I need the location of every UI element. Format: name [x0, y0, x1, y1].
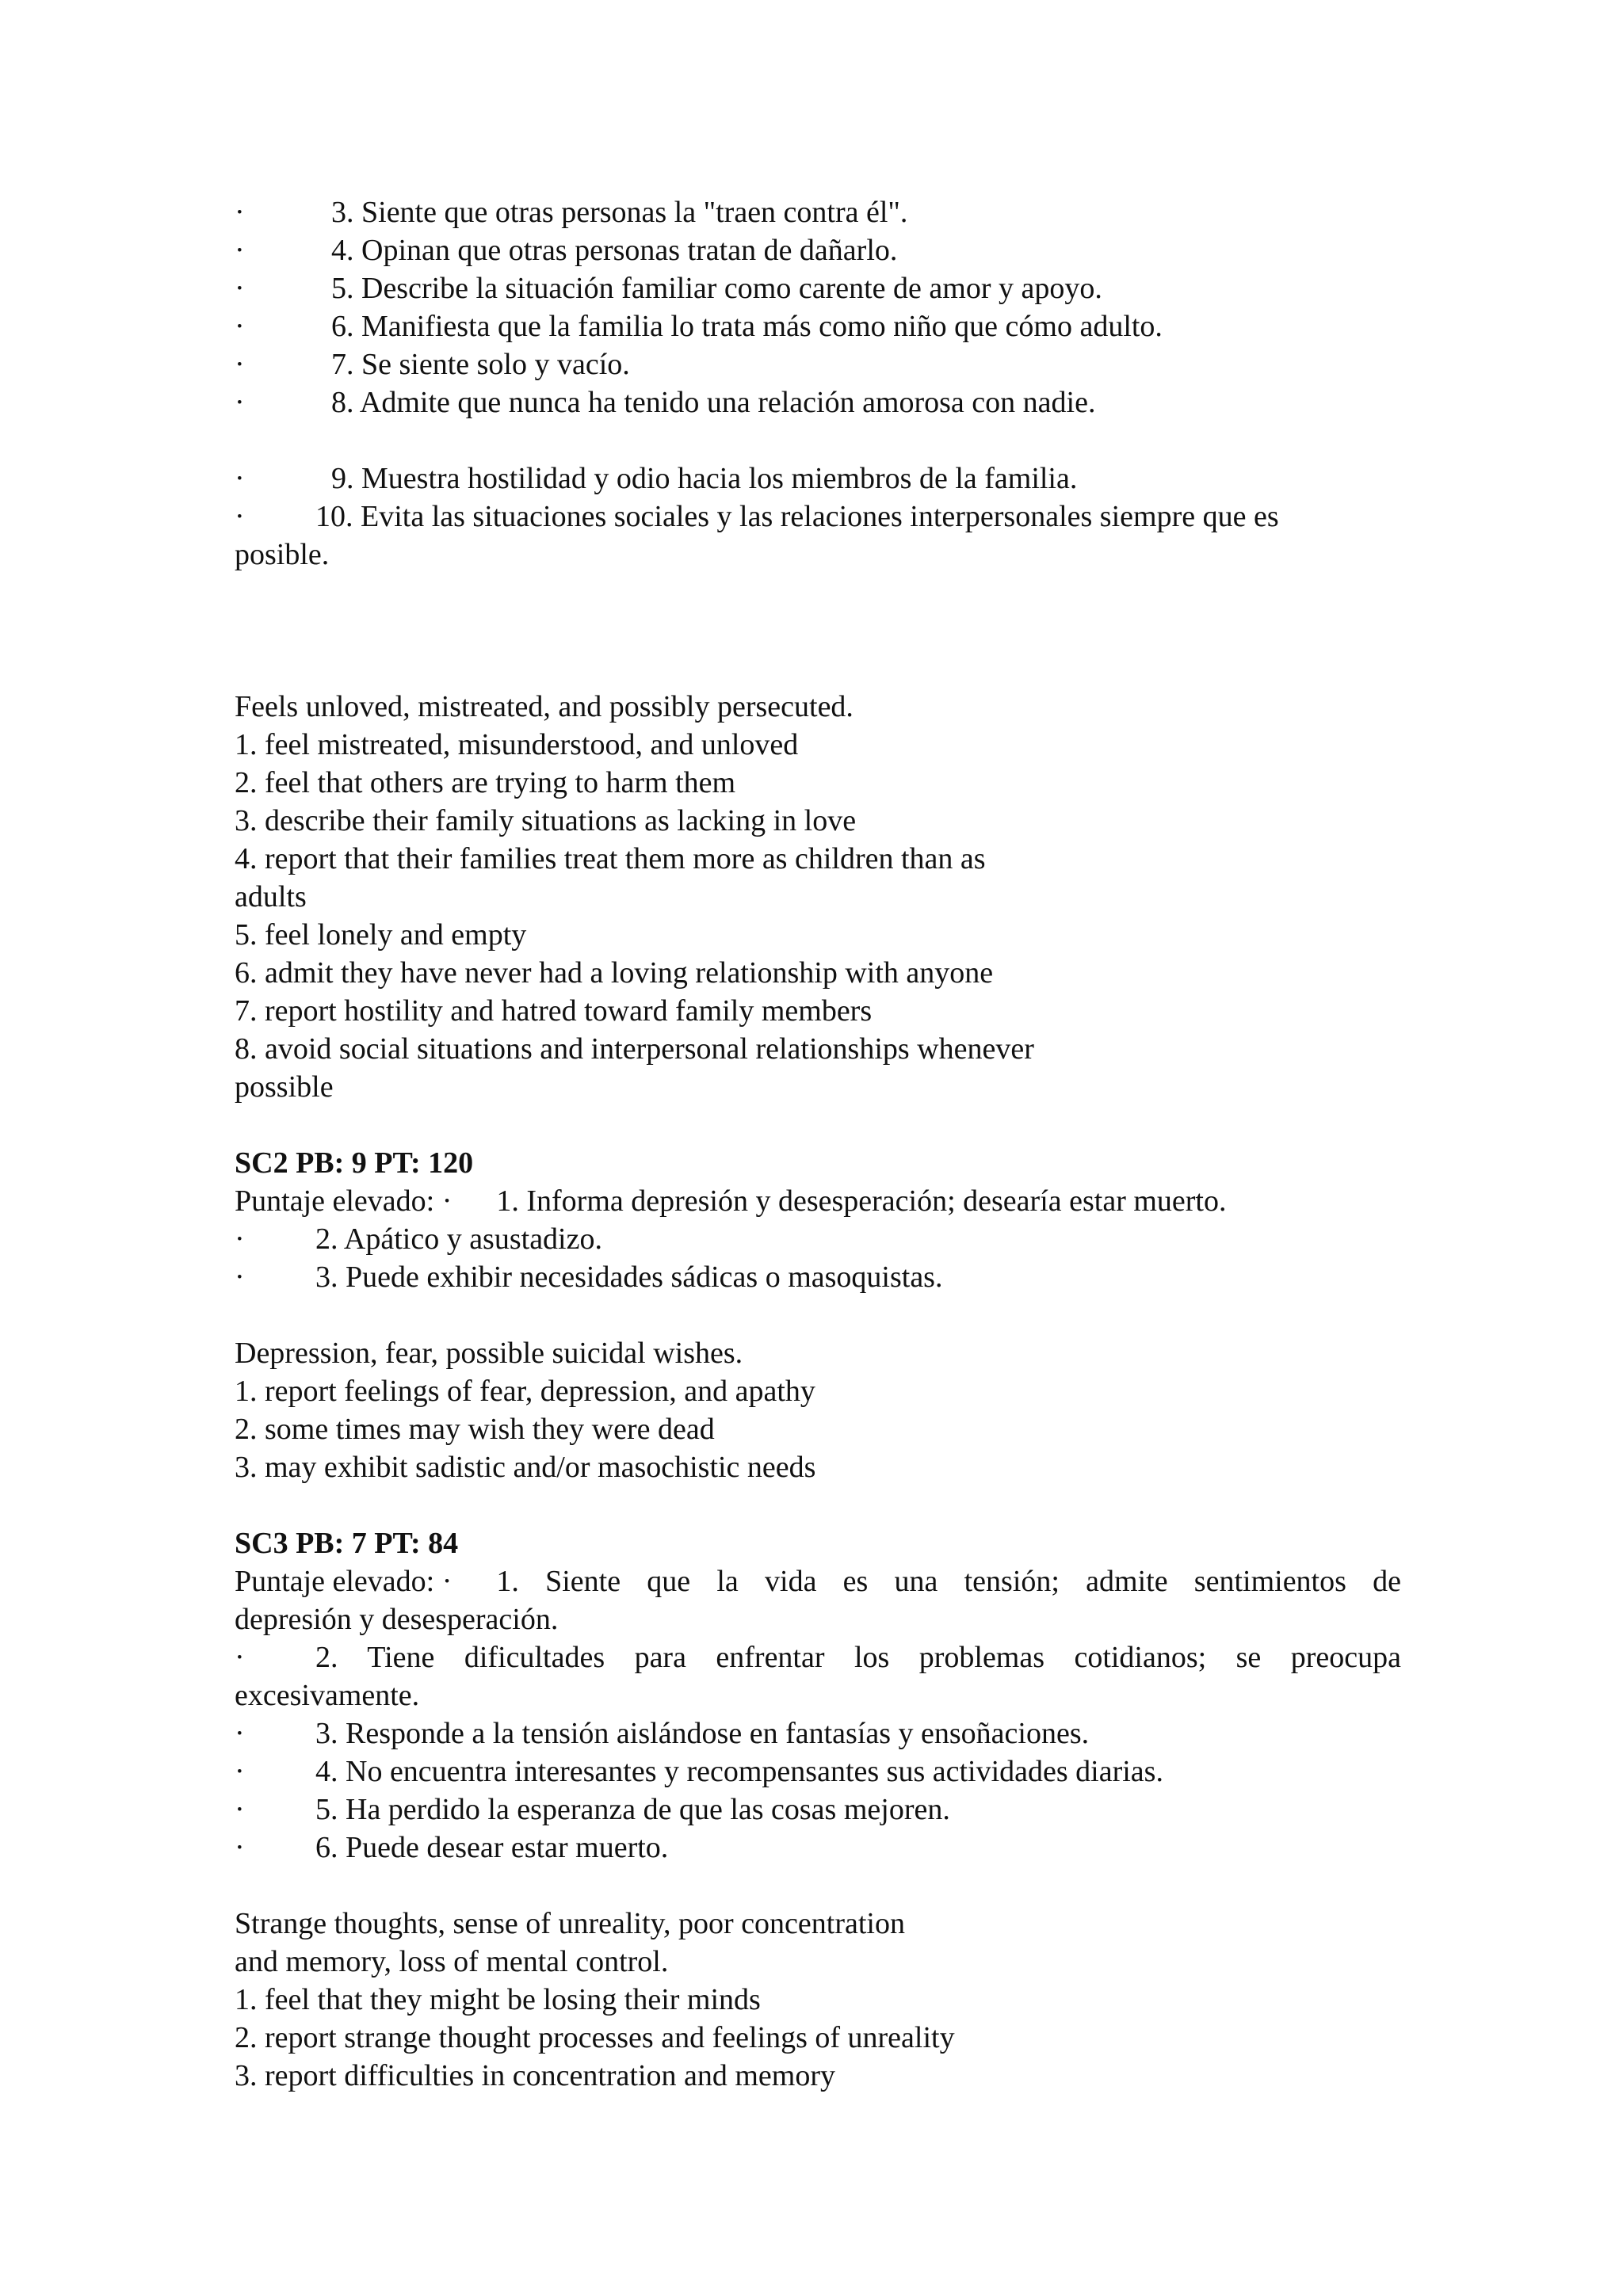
document-page [235, 193, 1401, 2095]
list-item-text: 3. Puede exhibir necesidades sádicas o masoquistas. [315, 1261, 943, 1294]
lead-line [235, 1182, 1401, 1220]
list-item-text: 3. Responde a la tensión aislándose en fantasías y ensoñaciones. [315, 1717, 1090, 1750]
list-item [235, 1829, 1401, 1867]
text-line: 6. admit they have never had a loving relationship with anyone [235, 956, 994, 990]
bullet-dot: · [235, 1717, 245, 1750]
list-item [235, 307, 1401, 345]
section-intro: Strange thoughts, sense of unreality, poor concentration [235, 1907, 905, 1940]
list-item [235, 1220, 1401, 1258]
section-heading-sc2: SC2 PB: 9 PT: 120 [235, 1146, 474, 1180]
section-intro: Feels unloved, mistreated, and possibly persecuted. [235, 690, 854, 723]
text-line: possible [235, 1070, 334, 1104]
bullet-dot: · [235, 1261, 245, 1294]
bullet-dot: · [235, 1755, 245, 1788]
text-line: 8. avoid social situations and interpersonal relationships whenever [235, 1032, 1034, 1066]
bullet-dot: · [235, 462, 245, 495]
bullet-dot: · [235, 1793, 245, 1826]
text-line: 1. feel that they might be losing their minds [235, 1983, 761, 2016]
list-item [235, 1638, 1401, 1676]
list-item-text: 10. Evita las situaciones sociales y las relaciones interpersonales siempre que es [315, 500, 1279, 533]
list-item [235, 231, 1401, 269]
list-item-text: 3. Siente que otras personas la "traen contra él". [331, 196, 908, 229]
list-item-text: 2. Tiene dificultades para enfrentar los problemas cotidianos; se preocupa [315, 1641, 1401, 1674]
section-heading-sc3: SC3 PB: 7 PT: 84 [235, 1527, 459, 1560]
list-item-text: 9. Muestra hostilidad y odio hacia los miembros de la familia. [331, 462, 1078, 495]
list-item-text: 5. Ha perdido la esperanza de que las cosas mejoren. [315, 1793, 950, 1826]
list-item [235, 1714, 1401, 1753]
list-item-text: 4. Opinan que otras personas tratan de dañarlo. [331, 234, 898, 267]
list-item-text: 5. Describe la situación familiar como carente de amor y apoyo. [331, 272, 1102, 305]
list-item [235, 383, 1401, 421]
text-line: 2. report strange thought processes and feelings of unreality [235, 2021, 955, 2054]
bullet-dot: · [235, 1222, 245, 1256]
list-item [235, 193, 1401, 231]
bullet-dot: · [235, 310, 245, 343]
text-line: 3. report difficulties in concentration and memory [235, 2059, 836, 2092]
bullet-dot: · [235, 386, 245, 419]
text-line: 3. may exhibit sadistic and/or masochistic needs [235, 1451, 816, 1484]
list-item-text: 2. Apático y asustadizo. [315, 1222, 602, 1256]
list-item [235, 345, 1401, 383]
list-item-continuation: depresión y desesperación. [235, 1603, 559, 1636]
lead-label: Puntaje elevado: · [235, 1565, 453, 1598]
list-item-continuation: posible. [235, 538, 330, 571]
text-line: 3. describe their family situations as lacking in love [235, 804, 857, 837]
list-item [235, 269, 1401, 307]
section-intro: Depression, fear, possible suicidal wishes. [235, 1337, 743, 1370]
text-line: adults [235, 880, 307, 913]
text-line: 1. feel mistreated, misunderstood, and unloved [235, 728, 799, 761]
lead-line [235, 1562, 1401, 1600]
list-item-text: 4. No encuentra interesantes y recompensantes sus actividades diarias. [315, 1755, 1163, 1788]
bullet-dot: · [235, 234, 245, 267]
text-line: 7. report hostility and hatred toward family members [235, 994, 873, 1028]
list-item [235, 498, 1401, 536]
lead-label: Puntaje elevado: · [235, 1184, 453, 1218]
bullet-dot: · [235, 196, 245, 229]
bullet-dot: · [235, 500, 245, 533]
list-item [235, 1791, 1401, 1829]
bullet-dot: · [235, 1641, 245, 1674]
bullet-dot: · [235, 348, 245, 381]
list-item [235, 1753, 1401, 1791]
text-line: 5. feel lonely and empty [235, 918, 527, 952]
list-item-continuation: excesivamente. [235, 1679, 420, 1712]
bullet-dot: · [235, 272, 245, 305]
list-item [235, 460, 1401, 498]
bullet-dot: · [235, 1831, 245, 1864]
text-line: 2. some times may wish they were dead [235, 1413, 715, 1446]
list-item [235, 1258, 1401, 1296]
list-item-text: 8. Admite que nunca ha tenido una relación amorosa con nadie. [331, 386, 1096, 419]
text-line: 1. report feelings of fear, depression, and apathy [235, 1375, 815, 1408]
list-item-text: 7. Se siente solo y vacío. [331, 348, 630, 381]
list-item-text: 1. Siente que la vida es una tensión; admite sentimientos de [496, 1565, 1401, 1598]
text-line: 4. report that their families treat them more as children than as [235, 842, 986, 875]
text-line: 2. feel that others are trying to harm them [235, 766, 736, 799]
list-item-text: 6. Manifiesta que la familia lo trata más como niño que cómo adulto. [331, 310, 1163, 343]
list-item-text: 1. Informa depresión y desesperación; desearía estar muerto. [496, 1184, 1227, 1218]
list-item-text: 6. Puede desear estar muerto. [315, 1831, 669, 1864]
section-intro: and memory, loss of mental control. [235, 1945, 669, 1978]
